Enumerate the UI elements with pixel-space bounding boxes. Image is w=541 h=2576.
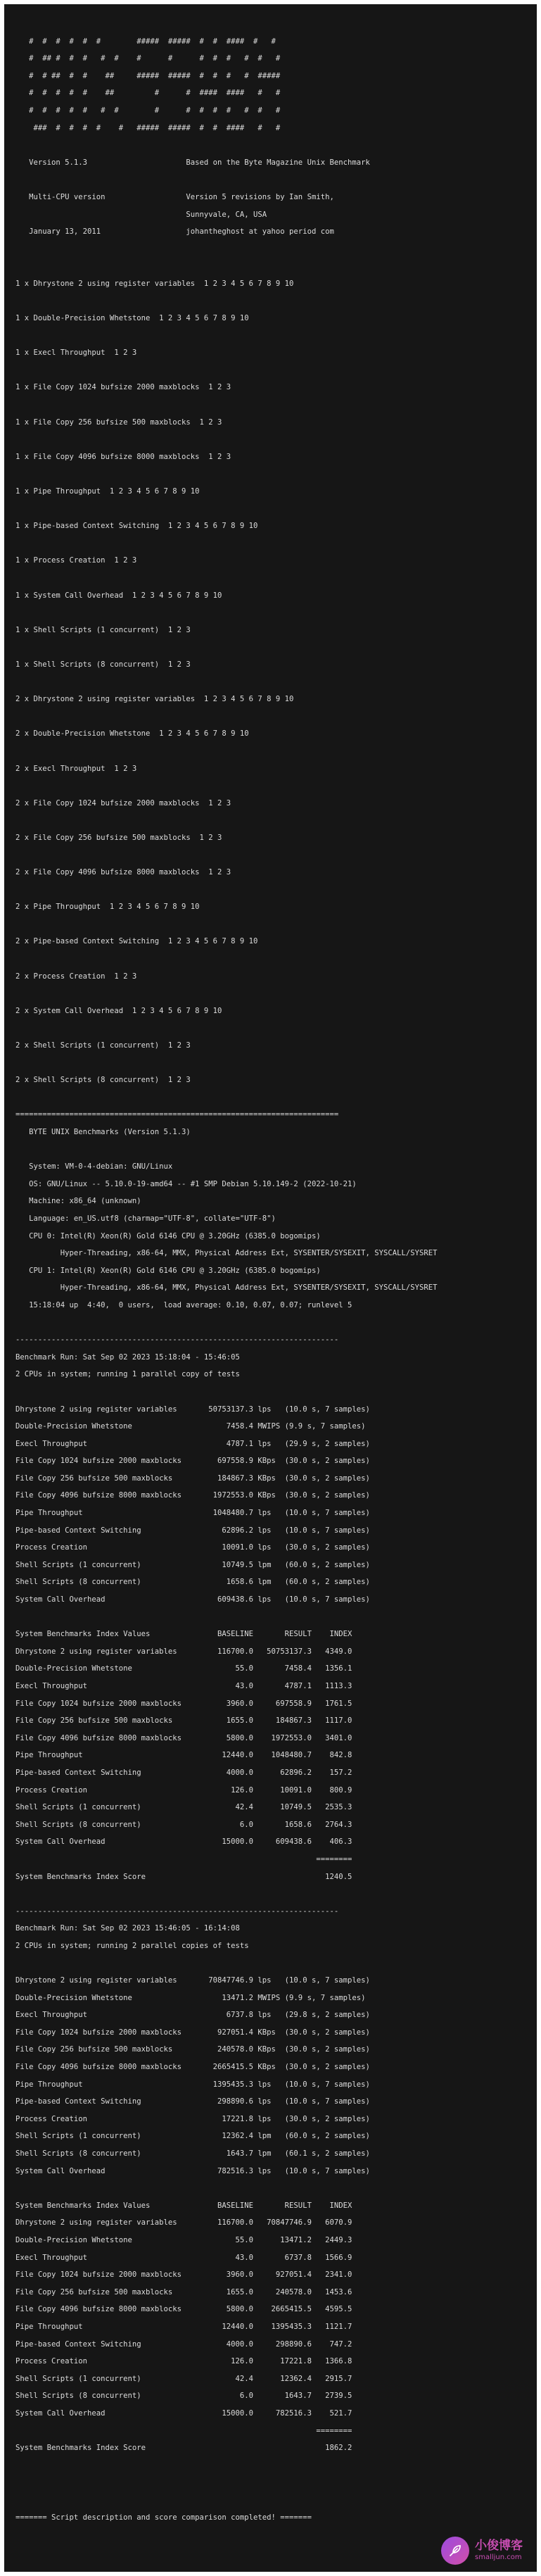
terminal-line: Process Creation 10091.0 lps (30.0 s, 2 samples) (15, 1543, 370, 1552)
terminal-line: File Copy 1024 bufsize 2000 maxblocks 697558.9 KBps (30.0 s, 2 samples) (15, 1457, 370, 1466)
terminal-line: 2 x Pipe-based Context Switching 1 2 3 4 5 6 7 8 9 10 (15, 937, 258, 946)
terminal-line: File Copy 1024 bufsize 2000 maxblocks 3960.0 697558.9 1761.5 (15, 1699, 352, 1708)
terminal-line: Shell Scripts (8 concurrent) 1643.7 lpm (60.1 s, 2 samples) (15, 2149, 370, 2159)
terminal-line: System Call Overhead 782516.3 lps (10.0 s, 7 samples) (15, 2166, 370, 2175)
terminal-line: 1 x File Copy 1024 bufsize 2000 maxblocks 1 2 3 (15, 383, 231, 392)
terminal-line: Execl Throughput 6737.8 lps (29.8 s, 2 samples) (15, 2011, 370, 2020)
terminal-line: Execl Throughput 43.0 4787.1 1113.3 (15, 1682, 352, 1690)
terminal-line (15, 604, 529, 622)
terminal-line: 2 x Execl Throughput 1 2 3 (15, 764, 137, 773)
terminal-line: Process Creation 17221.8 lps (30.0 s, 2 samples) (15, 2114, 370, 2123)
terminal-output (15, 15, 529, 2526)
terminal-line (15, 2180, 529, 2197)
terminal-line: File Copy 4096 bufsize 8000 maxblocks 1972553.0 KBps (30.0 s, 2 samples) (15, 1491, 370, 1500)
terminal-line: System Benchmarks Index Values BASELINE RESULT INDEX (15, 1630, 352, 1639)
terminal-line: Pipe Throughput 1048480.7 lps (10.0 s, 7 samples) (15, 1509, 370, 1518)
terminal-line: File Copy 1024 bufsize 2000 maxblocks 3960.0 927051.4 2341.0 (15, 2270, 352, 2280)
terminal-line: 2 CPUs in system; running 2 parallel copies of tests (15, 1941, 249, 1950)
terminal-line: 1 x Double-Precision Whetstone 1 2 3 4 5 6 7 8 9 10 (15, 314, 249, 323)
terminal-line: 2 x Double-Precision Whetstone 1 2 3 4 5 6 7 8 9 10 (15, 729, 249, 739)
terminal-line (15, 535, 529, 553)
terminal-line: Double-Precision Whetstone 13471.2 MWIPS (9.9 s, 7 samples) (15, 1993, 366, 2002)
terminal-line (15, 1955, 529, 1973)
terminal-line (15, 258, 529, 275)
terminal-line: 2 x Shell Scripts (1 concurrent) 1 2 3 (15, 1041, 191, 1050)
terminal-line: Pipe-based Context Switching 62896.2 lps (10.0 s, 7 samples) (15, 1526, 370, 1535)
terminal-line: 2 x Process Creation 1 2 3 (15, 972, 137, 981)
terminal-line: Dhrystone 2 using register variables 70847746.9 lps (10.0 s, 7 samples) (15, 1976, 370, 1985)
terminal-line (15, 1055, 529, 1072)
terminal-line: Version 5.1.3 Based on the Byte Magazine Unix Benchmark (15, 158, 370, 167)
terminal-line: Sunnyvale, CA, USA (15, 210, 267, 219)
terminal-line: Process Creation 126.0 10091.0 800.9 (15, 1785, 352, 1795)
terminal-line: ------------------------------------------------------------------------ (15, 1906, 339, 1916)
terminal-line: Pipe Throughput 12440.0 1048480.7 842.8 (15, 1751, 352, 1760)
terminal-line: System Call Overhead 609438.6 lps (10.0 s, 7 samples) (15, 1595, 370, 1604)
feather-pen-icon (441, 2537, 469, 2565)
terminal-line: File Copy 4096 bufsize 8000 maxblocks 5800.0 1972553.0 3401.0 (15, 1733, 352, 1742)
terminal-line: System Benchmarks Index Score 1862.2 (15, 2444, 352, 2453)
watermark-site: smalljun.com (475, 2553, 522, 2562)
terminal-line: System Benchmarks Index Values BASELINE RESULT INDEX (15, 2201, 352, 2210)
terminal-line: Double-Precision Whetstone 55.0 13471.2 2449.3 (15, 2236, 352, 2244)
terminal-line: ======== (15, 1854, 352, 1864)
terminal-line (15, 2457, 529, 2475)
terminal-line (15, 950, 529, 968)
terminal-line: ------------------------------------------------------------------------ (15, 1336, 339, 1345)
terminal-line: 1 x Dhrystone 2 using register variables 1 2 3 4 5 6 7 8 9 10 (15, 279, 294, 288)
terminal-line (15, 431, 529, 448)
terminal-line (15, 293, 529, 310)
terminal-line: Process Creation 126.0 17221.8 1366.8 (15, 2357, 352, 2366)
terminal-line: OS: GNU/Linux -- 5.10.0-19-amd64 -- #1 SMP Debian 5.10.149-2 (2022-10-21) (15, 1179, 357, 1188)
terminal-line: Pipe-based Context Switching 4000.0 62896.2 157.2 (15, 1768, 352, 1777)
terminal-line: ### # # # # # ##### ##### # # #### # # (15, 123, 281, 132)
terminal-line: Dhrystone 2 using register variables 116700.0 50753137.3 4349.0 (15, 1647, 352, 1656)
terminal-line: Hyper-Threading, x86-64, MMX, Physical Address Ext, SYSENTER/SYSEXIT, SYSCALL/SYSRET (15, 1249, 438, 1258)
terminal-line (15, 327, 529, 345)
terminal-line: File Copy 256 bufsize 500 maxblocks 1655.0 240578.0 1453.6 (15, 2287, 352, 2297)
terminal-line (15, 1383, 529, 1401)
terminal-line: Shell Scripts (8 concurrent) 1658.6 lpm (60.0 s, 2 samples) (15, 1578, 370, 1587)
terminal-line (15, 674, 529, 691)
terminal-line (15, 847, 529, 865)
terminal-line: System: VM-0-4-debian: GNU/Linux (15, 1162, 173, 1171)
terminal-line: # # # # # ## # # #### #### # # (15, 89, 281, 98)
terminal-line (15, 985, 529, 1003)
terminal-line: Benchmark Run: Sat Sep 02 2023 15:46:05 - 16:14:08 (15, 1924, 240, 1933)
terminal-line: Execl Throughput 4787.1 lps (29.9 s, 2 samples) (15, 1439, 370, 1448)
terminal-line: # # # # # # # # # # # # # # # (15, 106, 281, 115)
terminal-line: 1 x File Copy 4096 bufsize 8000 maxblocks 1 2 3 (15, 452, 231, 461)
terminal-line (15, 396, 529, 414)
terminal-line: January 13, 2011 johantheghost at yahoo period com (15, 227, 334, 237)
terminal-line: 1 x Shell Scripts (1 concurrent) 1 2 3 (15, 625, 191, 634)
terminal-line: Dhrystone 2 using register variables 50753137.3 lps (10.0 s, 7 samples) (15, 1405, 370, 1414)
terminal-line: 1 x Execl Throughput 1 2 3 (15, 348, 137, 358)
terminal-line: 2 x Pipe Throughput 1 2 3 4 5 6 7 8 9 10 (15, 903, 200, 912)
terminal-line: 15:18:04 up 4:40, 0 users, load average: 0.10, 0.07, 0.07; runlevel 5 (15, 1300, 352, 1309)
terminal-line: System Benchmarks Index Score 1240.5 (15, 1872, 352, 1881)
terminal-line: ======= Script description and score comparison completed! ======= (15, 2513, 312, 2522)
terminal-line: File Copy 4096 bufsize 8000 maxblocks 2665415.5 KBps (30.0 s, 2 samples) (15, 2063, 370, 2072)
terminal-line (15, 1089, 529, 1107)
terminal-line: 2 x File Copy 1024 bufsize 2000 maxblocks 1 2 3 (15, 798, 231, 808)
terminal-line (15, 916, 529, 934)
terminal-line (15, 743, 529, 760)
terminal-line: # ## # # # # # # # # # # # # # (15, 54, 281, 63)
terminal-line (15, 1019, 529, 1037)
terminal-line: File Copy 256 bufsize 500 maxblocks 184867.3 KBps (30.0 s, 2 samples) (15, 1474, 370, 1483)
terminal-line (15, 1314, 529, 1332)
terminal-line: File Copy 4096 bufsize 8000 maxblocks 5800.0 2665415.5 4595.5 (15, 2305, 352, 2314)
terminal-line: Shell Scripts (8 concurrent) 6.0 1658.6 2764.3 (15, 1820, 352, 1829)
terminal-line (15, 1885, 529, 1903)
watermark (441, 2537, 523, 2565)
terminal-line: 2 x File Copy 4096 bufsize 8000 maxblocks 1 2 3 (15, 868, 231, 877)
terminal-line (15, 881, 529, 899)
terminal-line: Multi-CPU version Version 5 revisions by Ian Smith, (15, 192, 334, 201)
terminal-line: 1 x Pipe-based Context Switching 1 2 3 4 5 6 7 8 9 10 (15, 522, 258, 531)
terminal-line (15, 639, 529, 656)
terminal-line (15, 137, 529, 154)
terminal-line: 1 x File Copy 256 bufsize 500 maxblocks 1 2 3 (15, 417, 222, 427)
terminal-line (15, 777, 529, 795)
terminal-line: File Copy 256 bufsize 500 maxblocks 240578.0 KBps (30.0 s, 2 samples) (15, 2045, 370, 2054)
terminal-line (15, 1609, 529, 1626)
terminal-line: System Call Overhead 15000.0 609438.6 406.3 (15, 1837, 352, 1847)
terminal-line: File Copy 1024 bufsize 2000 maxblocks 927051.4 KBps (30.0 s, 2 samples) (15, 2028, 370, 2037)
watermark-name: 小俊博客 (475, 2539, 523, 2553)
terminal-line (15, 708, 529, 726)
terminal-line: Shell Scripts (1 concurrent) 42.4 12362.4 2915.7 (15, 2374, 352, 2383)
terminal-line: Double-Precision Whetstone 55.0 7458.4 1356.1 (15, 1664, 352, 1673)
terminal-line: Double-Precision Whetstone 7458.4 MWIPS (9.9 s, 7 samples) (15, 1422, 366, 1431)
terminal-line: Dhrystone 2 using register variables 116700.0 70847746.9 6070.9 (15, 2218, 352, 2228)
terminal-line (15, 15, 529, 33)
terminal-line: Hyper-Threading, x86-64, MMX, Physical Address Ext, SYSENTER/SYSEXIT, SYSCALL/SYSRET (15, 1283, 438, 1293)
terminal-line: 1 x System Call Overhead 1 2 3 4 5 6 7 8 9 10 (15, 591, 222, 600)
terminal-line: Shell Scripts (1 concurrent) 42.4 10749.5 2535.3 (15, 1803, 352, 1812)
terminal-window (4, 4, 537, 2572)
terminal-line (15, 465, 529, 483)
terminal-line: 2 CPUs in system; running 1 parallel copy of tests (15, 1370, 240, 1379)
terminal-line (15, 362, 529, 379)
terminal-line: 1 x Process Creation 1 2 3 (15, 556, 137, 565)
terminal-line: Pipe Throughput 1395435.3 lps (10.0 s, 7 samples) (15, 2080, 370, 2089)
terminal-line: BYTE UNIX Benchmarks (Version 5.1.3) (15, 1128, 191, 1136)
terminal-line (15, 812, 529, 829)
terminal-line: 2 x System Call Overhead 1 2 3 4 5 6 7 8 9 10 (15, 1006, 222, 1015)
terminal-line (15, 570, 529, 587)
terminal-line: Execl Throughput 43.0 6737.8 1566.9 (15, 2253, 352, 2262)
terminal-line: 2 x File Copy 256 bufsize 500 maxblocks 1 2 3 (15, 833, 222, 842)
terminal-line (15, 1141, 529, 1159)
terminal-line: ======================================================================== (15, 1110, 339, 1119)
terminal-line: System Call Overhead 15000.0 782516.3 521.7 (15, 2408, 352, 2418)
terminal-line: # # # # # # ##### ##### # # #### # # (15, 37, 276, 46)
terminal-line (15, 241, 529, 258)
terminal-line: Machine: x86_64 (unknown) (15, 1197, 141, 1206)
terminal-line: Shell Scripts (8 concurrent) 6.0 1643.7 2739.5 (15, 2392, 352, 2401)
terminal-line: Shell Scripts (1 concurrent) 12362.4 lpm (60.0 s, 2 samples) (15, 2132, 370, 2141)
terminal-line: 2 x Shell Scripts (8 concurrent) 1 2 3 (15, 1076, 191, 1085)
terminal-line (15, 2474, 529, 2492)
terminal-line: 2 x Dhrystone 2 using register variables 1 2 3 4 5 6 7 8 9 10 (15, 695, 294, 704)
terminal-line: Benchmark Run: Sat Sep 02 2023 15:18:04 - 15:46:05 (15, 1352, 240, 1362)
terminal-line: Pipe-based Context Switching 4000.0 298890.6 747.2 (15, 2339, 352, 2349)
terminal-line (15, 501, 529, 518)
terminal-line: ======== (15, 2426, 352, 2435)
terminal-line: # # ## # # ## ##### ##### # # # # ##### (15, 71, 281, 80)
terminal-line: Pipe-based Context Switching 298890.6 lps (10.0 s, 7 samples) (15, 2097, 370, 2106)
terminal-line: 1 x Shell Scripts (8 concurrent) 1 2 3 (15, 660, 191, 669)
terminal-line: Language: en_US.utf8 (charmap="UTF-8", collate="UTF-8") (15, 1214, 276, 1223)
terminal-line: CPU 1: Intel(R) Xeon(R) Gold 6146 CPU @ 3.20GHz (6385.0 bogomips) (15, 1266, 321, 1275)
terminal-line: Shell Scripts (1 concurrent) 10749.5 lpm (60.0 s, 2 samples) (15, 1560, 370, 1569)
terminal-line: CPU 0: Intel(R) Xeon(R) Gold 6146 CPU @ 3.20GHz (6385.0 bogomips) (15, 1231, 321, 1240)
terminal-line (15, 2492, 529, 2509)
terminal-line: 1 x Pipe Throughput 1 2 3 4 5 6 7 8 9 10 (15, 487, 200, 496)
terminal-line: File Copy 256 bufsize 500 maxblocks 1655.0 184867.3 1117.0 (15, 1716, 352, 1726)
terminal-line (15, 171, 529, 189)
terminal-line: Pipe Throughput 12440.0 1395435.3 1121.7 (15, 2322, 352, 2331)
